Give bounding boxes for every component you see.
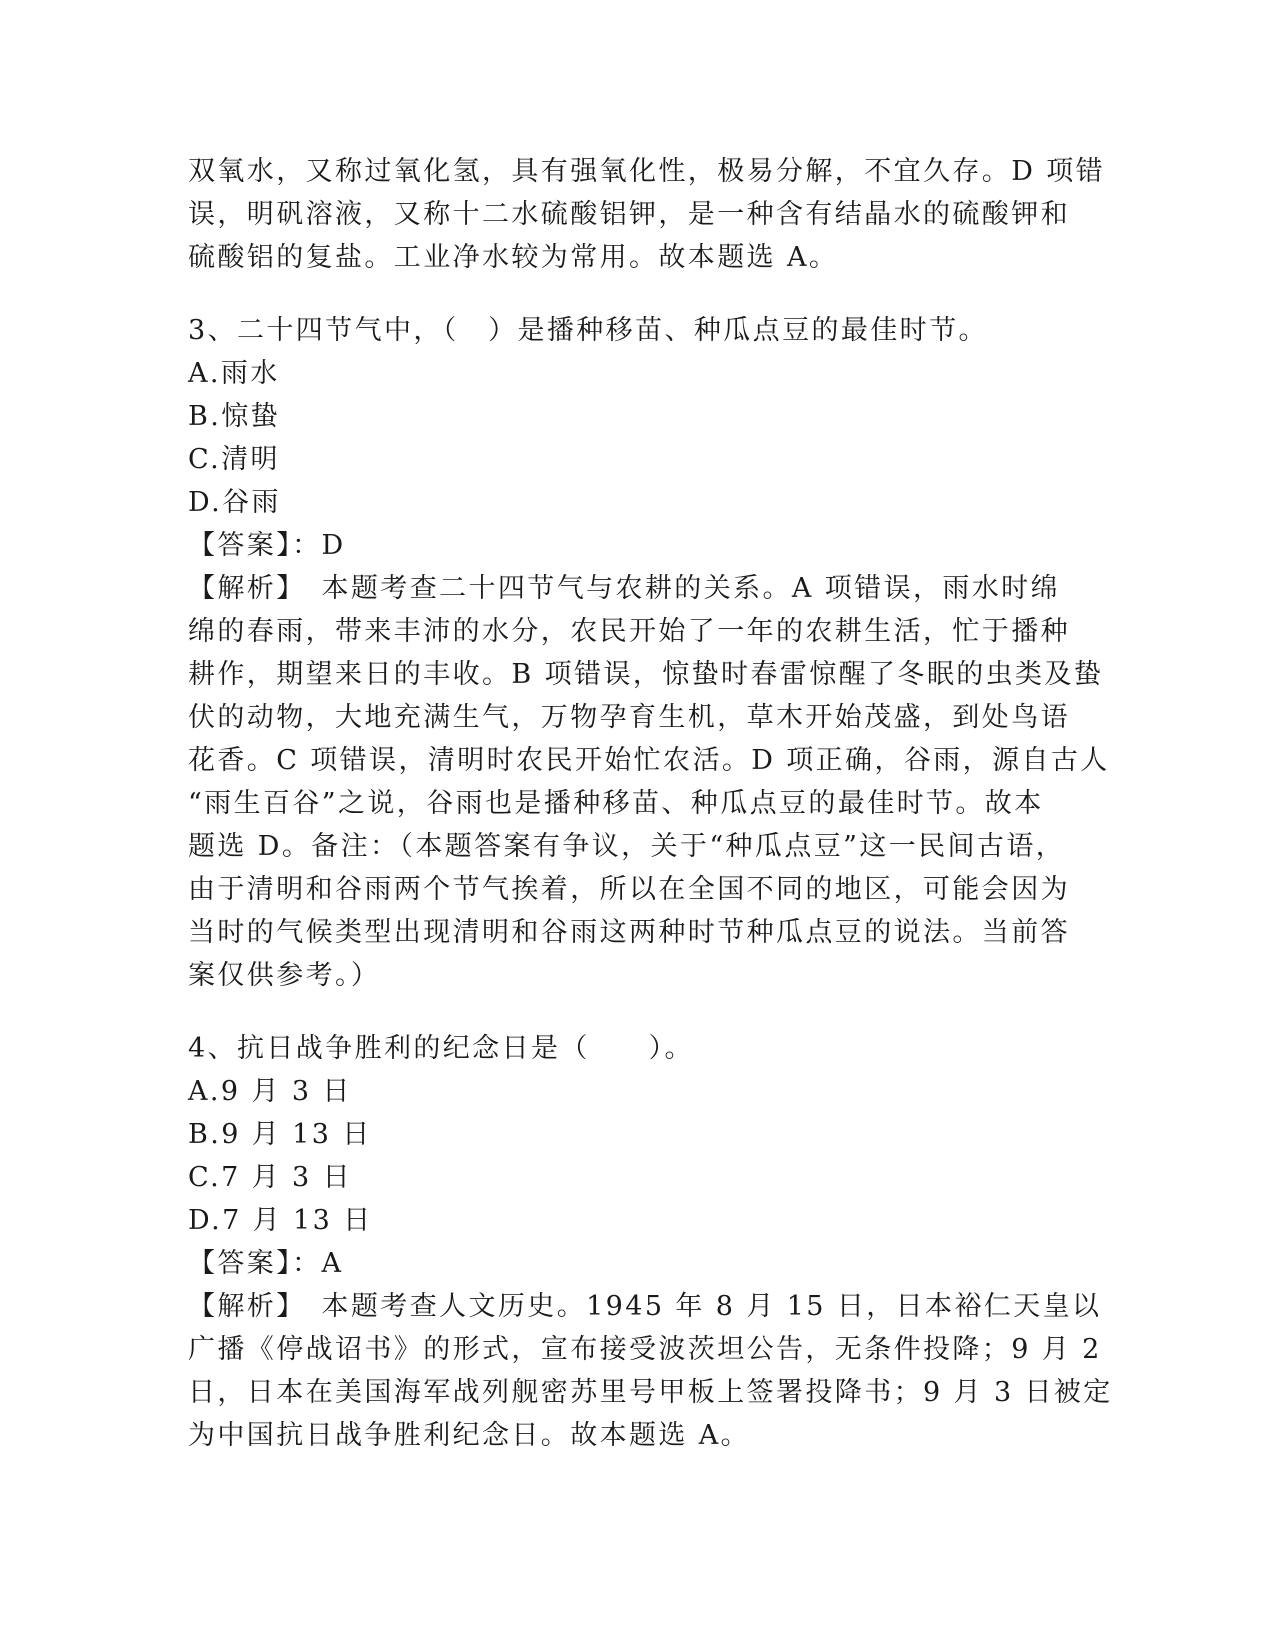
option-c: C.7 月 3 日 [188,1162,352,1193]
analysis-line: 广播《停战诏书》的形式，宣布接受波茨坦公告，无条件投降；9 月 2 [188,1334,1102,1365]
question-3 [188,309,1110,997]
analysis-block [188,567,1110,997]
paragraph-line: 双氧水，又称过氧化氢，具有强氧化性，极易分解，不宜久存。D 项错 [188,156,1106,187]
option-c: C.清明 [188,444,280,475]
analysis-line: “雨生百谷”之说，谷雨也是播种移苗、种瓜点豆的最佳时节。故本 [188,788,1044,819]
answer-line: 【答案】：A [188,1248,344,1279]
spacer [188,997,1073,1027]
analysis-line: 题选 D。备注：（本题答案有争议，关于“种瓜点豆”这一民间古语， [188,831,1066,862]
paragraph-line: 硫酸铝的复盐。工业净水较为常用。故本题选 A。 [188,242,839,273]
analysis-line: 案仅供参考。） [188,960,381,991]
analysis-line: 当时的气候类型出现清明和谷雨这两种时节种瓜点豆的说法。当前答 [188,917,1070,948]
option-b: B.惊蛰 [188,401,281,432]
paragraph-line: 误，明矾溶液，又称十二水硫酸铝钾，是一种含有结晶水的硫酸钾和 [188,199,1070,230]
analysis-line: 【解析】 本题考查人文历史。1945 年 8 月 15 日，日本裕仁天皇以 [188,1291,1102,1322]
analysis-line: 花香。C 项错误，清明时农民开始忙农活。D 项正确，谷雨，源自古人 [188,745,1110,776]
answer-line: 【答案】：D [188,530,346,561]
analysis-line: 耕作，期望来日的丰收。B 项错误，惊蛰时春雷惊醒了冬眠的虫类及蛰 [188,659,1104,690]
analysis-line: 绵的春雨，带来丰沛的水分，农民开始了一年的农耕生活，忙于播种 [188,616,1070,647]
question-4 [188,1027,1113,1457]
option-a: A.雨水 [188,358,280,389]
spacer [188,279,1073,309]
analysis-line: 由于清明和谷雨两个节气挨着，所以在全国不同的地区，可能会因为 [188,874,1070,905]
option-d: D.7 月 13 日 [188,1205,373,1236]
analysis-line: 日，日本在美国海军战列舰密苏里号甲板上签署投降书；9 月 3 日被定 [188,1377,1113,1408]
analysis-line: 为中国抗日战争胜利纪念日。故本题选 A。 [188,1420,751,1451]
analysis-block [188,1285,1113,1457]
question-stem: 4、抗日战争胜利的纪念日是（ ）。 [188,1033,694,1064]
analysis-line: 伏的动物，大地充满生气，万物孕育生机，草木开始茂盛，到处鸟语 [188,702,1070,733]
option-b: B.9 月 13 日 [188,1119,372,1150]
question-stem: 3、二十四节气中，（ ）是播种移苗、种瓜点豆的最佳时节。 [188,315,988,346]
previous-analysis-continuation [188,150,1106,279]
option-d: D.谷雨 [188,487,281,518]
analysis-line: 【解析】 本题考查二十四节气与农耕的关系。A 项错误，雨水时绵 [188,573,1060,604]
option-a: A.9 月 3 日 [188,1076,352,1107]
page-content [188,150,1113,1457]
